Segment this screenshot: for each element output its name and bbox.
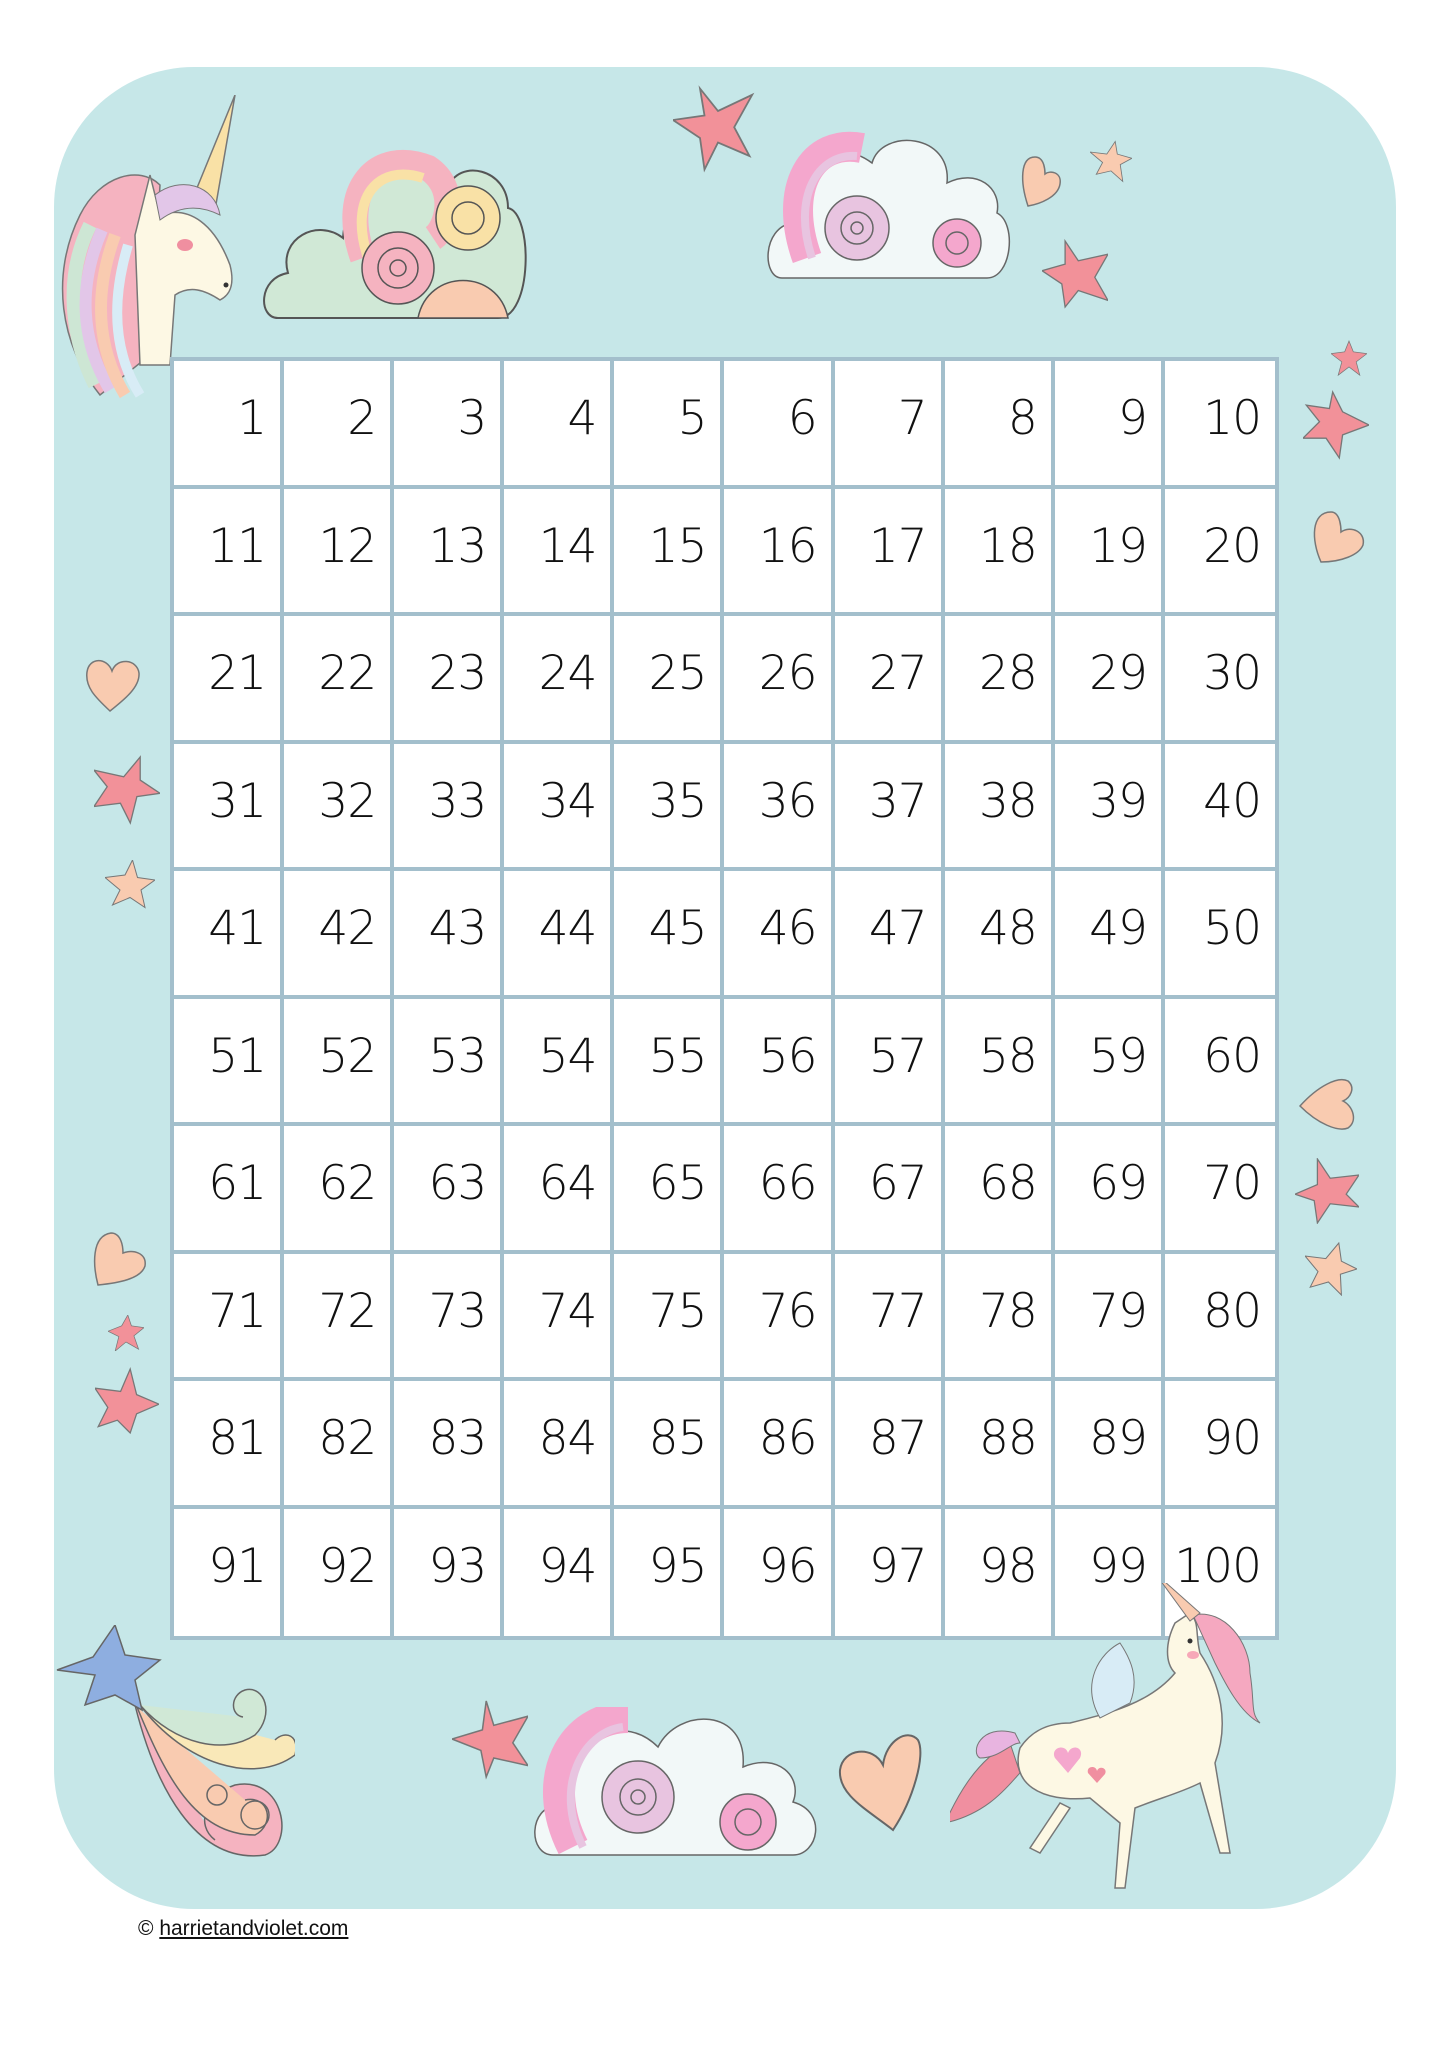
number-cell: 73: [394, 1254, 504, 1382]
number-cell: 87: [835, 1381, 945, 1509]
copyright-symbol: ©: [138, 1917, 154, 1940]
number-cell: 43: [394, 871, 504, 999]
number-cell: 16: [724, 489, 834, 617]
number-cell: 97: [835, 1509, 945, 1637]
number-cell: 48: [945, 871, 1055, 999]
number-cell: 66: [724, 1126, 834, 1254]
number-cell: 24: [504, 616, 614, 744]
number-cell: 93: [394, 1509, 504, 1637]
number-cell: 6: [724, 361, 834, 489]
star-icon: [1305, 1242, 1357, 1296]
number-cell: 55: [614, 999, 724, 1127]
number-cell: 17: [835, 489, 945, 617]
number-cell: 15: [614, 489, 724, 617]
number-cell: 59: [1055, 999, 1165, 1127]
number-cell: 1: [174, 361, 284, 489]
number-cell: 92: [284, 1509, 394, 1637]
number-cell: 83: [394, 1381, 504, 1509]
number-cell: 45: [614, 871, 724, 999]
number-cell: 50: [1165, 871, 1275, 999]
number-cell: 5: [614, 361, 724, 489]
number-cell: 82: [284, 1381, 394, 1509]
number-cell: 37: [835, 744, 945, 872]
star-icon: [1303, 390, 1369, 460]
number-cell: 53: [394, 999, 504, 1127]
number-cell: 63: [394, 1126, 504, 1254]
number-cell: 18: [945, 489, 1055, 617]
number-cell: 36: [724, 744, 834, 872]
number-cell: 85: [614, 1381, 724, 1509]
number-cell: 58: [945, 999, 1055, 1127]
number-cell: 90: [1165, 1381, 1275, 1509]
heart-icon: [838, 1730, 923, 1833]
star-icon: [1090, 135, 1132, 190]
heart-icon: [1298, 1076, 1356, 1132]
number-cell: 84: [504, 1381, 614, 1509]
star-icon: [1042, 228, 1108, 320]
number-cell: 89: [1055, 1381, 1165, 1509]
number-cell: 42: [284, 871, 394, 999]
heart-icon: [1311, 510, 1366, 565]
number-cell: 60: [1165, 999, 1275, 1127]
number-cell: 3: [394, 361, 504, 489]
number-cell: 22: [284, 616, 394, 744]
number-cell: 20: [1165, 489, 1275, 617]
number-cell: 79: [1055, 1254, 1165, 1382]
number-cell: 80: [1165, 1254, 1275, 1382]
number-cell: 28: [945, 616, 1055, 744]
star-icon: [94, 755, 160, 825]
star-icon: [105, 860, 155, 910]
number-cell: 31: [174, 744, 284, 872]
shooting-star-icon: [55, 1625, 295, 1870]
number-cell: 98: [945, 1509, 1055, 1637]
number-cell: 14: [504, 489, 614, 617]
number-cell: 12: [284, 489, 394, 617]
number-cell: 29: [1055, 616, 1165, 744]
number-cell: 99: [1055, 1509, 1165, 1637]
number-cell: 39: [1055, 744, 1165, 872]
heart-icon: [85, 657, 141, 713]
number-cell: 19: [1055, 489, 1165, 617]
number-cell: 52: [284, 999, 394, 1127]
star-icon: [95, 1367, 159, 1435]
number-cell: 46: [724, 871, 834, 999]
number-cell: 13: [394, 489, 504, 617]
number-cell: 10: [1165, 361, 1275, 489]
number-cell: 21: [174, 616, 284, 744]
number-cell: 54: [504, 999, 614, 1127]
number-cell: 96: [724, 1509, 834, 1637]
number-cell: 100: [1174, 1538, 1261, 1594]
number-cell: 91: [174, 1509, 284, 1637]
number-cell: 40: [1165, 744, 1275, 872]
walking-unicorn-icon: [950, 1583, 1380, 1895]
number-cell: 71: [174, 1254, 284, 1382]
number-cell: 4: [504, 361, 614, 489]
number-cell: 88: [945, 1381, 1055, 1509]
number-cell: 30: [1165, 616, 1275, 744]
pink-cloud-icon: [762, 128, 1012, 283]
star-icon: [1295, 1158, 1359, 1224]
number-cell: 81: [174, 1381, 284, 1509]
number-cell: 69: [1055, 1126, 1165, 1254]
number-cell: 74: [504, 1254, 614, 1382]
number-cell: 44: [504, 871, 614, 999]
star-icon: [452, 1693, 528, 1785]
number-cell: 41: [174, 871, 284, 999]
number-cell: 68: [945, 1126, 1055, 1254]
number-cell: 76: [724, 1254, 834, 1382]
number-cell: 47: [835, 871, 945, 999]
number-cell: 65: [614, 1126, 724, 1254]
star-icon: [1331, 340, 1367, 378]
number-cell: 8: [945, 361, 1055, 489]
site-link[interactable]: harrietandviolet.com: [159, 1917, 349, 1940]
number-cell: 95: [614, 1509, 724, 1637]
rainbow-cloud-icon: [258, 128, 528, 328]
number-cell: 51: [174, 999, 284, 1127]
number-cell: 25: [614, 616, 724, 744]
number-cell: 67: [835, 1126, 945, 1254]
number-cell: 2: [284, 361, 394, 489]
number-cell: 26: [724, 616, 834, 744]
star-icon: [108, 1315, 144, 1351]
number-cell: 49: [1055, 871, 1165, 999]
star-icon: [673, 84, 763, 174]
number-cell: 78: [945, 1254, 1055, 1382]
number-cell: 57: [835, 999, 945, 1127]
number-cell: 61: [174, 1126, 284, 1254]
number-cell: 72: [284, 1254, 394, 1382]
number-cell: 23: [394, 616, 504, 744]
heart-icon: [93, 1231, 147, 1287]
number-cell: 32: [284, 744, 394, 872]
number-cell: 62: [284, 1126, 394, 1254]
number-cell: 33: [394, 744, 504, 872]
number-cell: 9: [1055, 361, 1165, 489]
number-grid: [170, 357, 1279, 1640]
number-cell: 7: [835, 361, 945, 489]
number-cell: 94: [504, 1509, 614, 1637]
heart-icon: [1020, 152, 1062, 208]
number-cell: 34: [504, 744, 614, 872]
number-cell: 64: [504, 1126, 614, 1254]
number-cell: 70: [1165, 1126, 1275, 1254]
pink-cloud-icon: [528, 1707, 824, 1859]
copyright-footer: [138, 1917, 348, 1941]
number-cell: 27: [835, 616, 945, 744]
number-cell: 35: [614, 744, 724, 872]
number-cell: 75: [614, 1254, 724, 1382]
number-cell: 56: [724, 999, 834, 1127]
number-cell: 11: [174, 489, 284, 617]
number-cell: 86: [724, 1381, 834, 1509]
number-cell: 77: [835, 1254, 945, 1382]
number-cell: 38: [945, 744, 1055, 872]
